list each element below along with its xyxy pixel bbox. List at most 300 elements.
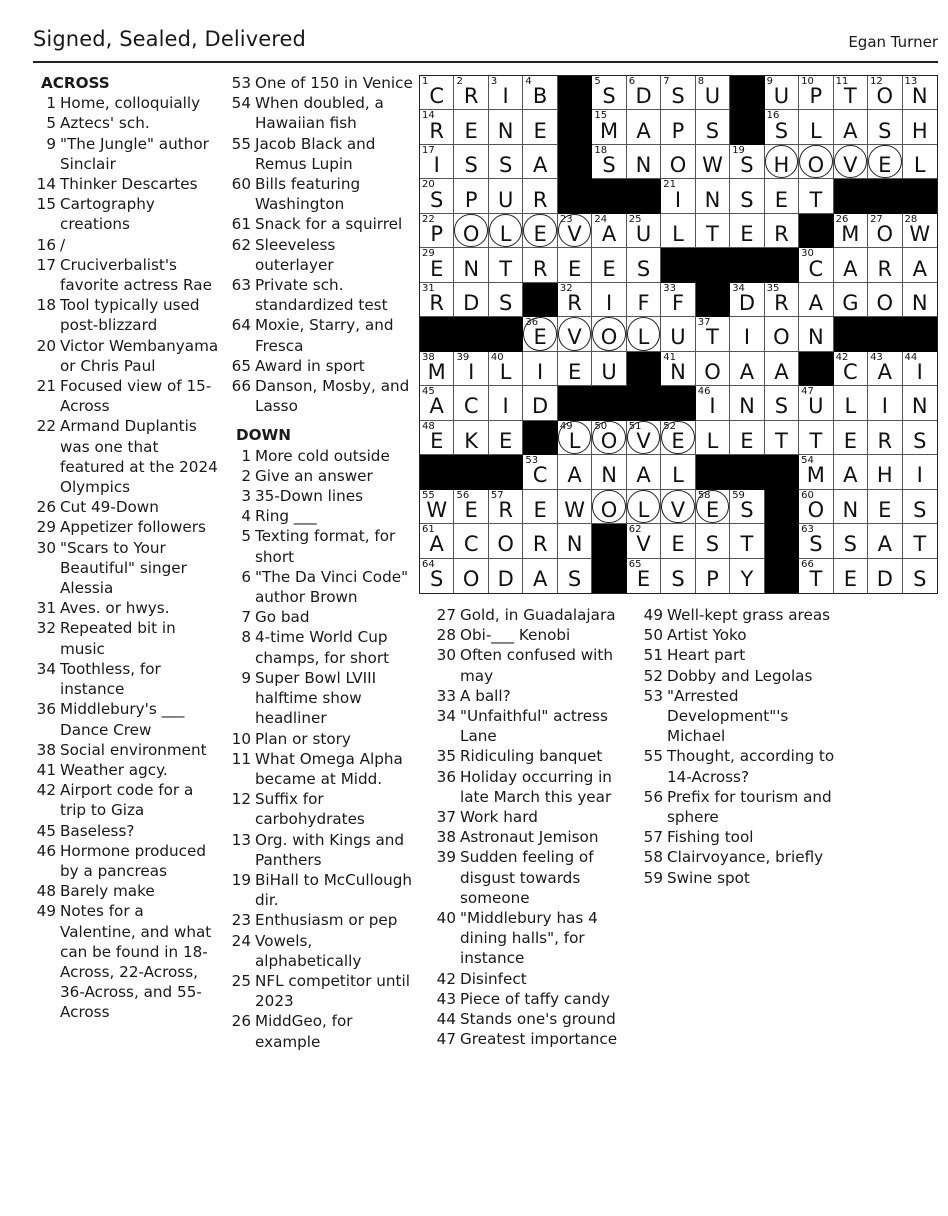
across-clue-17[interactable] — [33, 255, 223, 295]
grid-cell-r0c10[interactable] — [765, 76, 799, 110]
across-clue-55[interactable] — [228, 134, 418, 174]
grid-cell-r0c1[interactable] — [454, 76, 488, 110]
grid-cell-r0c11[interactable] — [799, 76, 833, 110]
grid-cell-r12c9[interactable] — [730, 490, 764, 524]
grid-cell-r11c11[interactable] — [799, 455, 833, 489]
grid-cell-r14c8[interactable] — [696, 559, 730, 593]
grid-cell-r14c14[interactable] — [903, 559, 937, 593]
grid-cell-r11c5[interactable] — [592, 455, 626, 489]
grid-cell-r7c8[interactable] — [696, 317, 730, 351]
grid-cell-r2c14[interactable] — [903, 145, 937, 179]
grid-cell-r8c4[interactable] — [558, 352, 592, 386]
grid-cell-r0c5[interactable] — [592, 76, 626, 110]
grid-cell-r3c0[interactable] — [420, 179, 454, 213]
grid-cell-r6c1[interactable] — [454, 283, 488, 317]
clue-number: 13 — [231, 830, 251, 849]
grid-cell-r9c0[interactable] — [420, 386, 454, 420]
down-clue-36[interactable] — [433, 767, 633, 807]
grid-cell-r3c3[interactable] — [523, 179, 557, 213]
grid-cell-r4c1[interactable] — [454, 214, 488, 248]
grid-cell-r13c12[interactable] — [834, 524, 868, 558]
cell-letter: M — [841, 222, 860, 247]
across-clue-5[interactable] — [33, 113, 223, 133]
grid-cell-r12c3[interactable] — [523, 490, 557, 524]
cell-letter: M — [427, 359, 446, 384]
down-clue-58[interactable] — [640, 847, 840, 867]
down-clue-52[interactable] — [640, 666, 840, 686]
grid-cell-r12c6[interactable] — [627, 490, 661, 524]
grid-cell-r0c8[interactable] — [696, 76, 730, 110]
grid-cell-r11c4[interactable] — [558, 455, 592, 489]
grid-cell-r9c12[interactable] — [834, 386, 868, 420]
down-clue-55[interactable] — [640, 746, 840, 786]
across-clue-36[interactable] — [33, 699, 223, 739]
grid-cell-r2c8[interactable] — [696, 145, 730, 179]
grid-cell-r9c1[interactable] — [454, 386, 488, 420]
grid-cell-r5c6[interactable] — [627, 248, 661, 282]
down-clue-44[interactable] — [433, 1009, 633, 1029]
grid-cell-r6c7[interactable] — [661, 283, 695, 317]
grid-cell-r9c10[interactable] — [765, 386, 799, 420]
grid-cell-r8c8[interactable] — [696, 352, 730, 386]
grid-cell-r13c11[interactable] — [799, 524, 833, 558]
clue-number: 1 — [46, 94, 56, 113]
down-clue-28[interactable] — [433, 625, 633, 645]
grid-cell-r1c13[interactable] — [868, 110, 902, 144]
grid-cell-r6c2[interactable] — [489, 283, 523, 317]
grid-cell-r2c2[interactable] — [489, 145, 523, 179]
across-clue-14[interactable] — [33, 174, 223, 194]
clue-text: Texting format, for short — [255, 527, 396, 566]
grid-cell-r12c1[interactable] — [454, 490, 488, 524]
cell-letter: T — [740, 532, 754, 557]
down-clue-3[interactable] — [228, 486, 418, 506]
grid-cell-r6c10[interactable] — [765, 283, 799, 317]
down-clue-25[interactable] — [228, 971, 418, 1011]
grid-cell-r14c1[interactable] — [454, 559, 488, 593]
grid-cell-r13c1[interactable] — [454, 524, 488, 558]
grid-cell-r14c12[interactable] — [834, 559, 868, 593]
grid-cell-r7c7[interactable] — [661, 317, 695, 351]
grid-cell-r4c3[interactable] — [523, 214, 557, 248]
clue-text: "The Jungle" author Sinclair — [60, 134, 209, 173]
grid-cell-r13c6[interactable] — [627, 524, 661, 558]
grid-cell-r4c6[interactable] — [627, 214, 661, 248]
grid-cell-r1c14[interactable] — [903, 110, 937, 144]
cell-letter: T — [913, 532, 927, 557]
grid-cell-r5c4[interactable] — [558, 248, 592, 282]
grid-cell-r9c11[interactable] — [799, 386, 833, 420]
grid-cell-r5c5[interactable] — [592, 248, 626, 282]
across-clue-1[interactable] — [33, 93, 223, 113]
down-clue-39[interactable] — [433, 847, 633, 908]
grid-cell-r12c12[interactable] — [834, 490, 868, 524]
grid-cell-r12c0[interactable] — [420, 490, 454, 524]
grid-cell-r8c13[interactable] — [868, 352, 902, 386]
across-clue-38[interactable] — [33, 740, 223, 760]
grid-cell-r0c14[interactable] — [903, 76, 937, 110]
grid-cell-r3c1[interactable] — [454, 179, 488, 213]
grid-cell-r8c1[interactable] — [454, 352, 488, 386]
grid-cell-r1c3[interactable] — [523, 110, 557, 144]
across-clue-29[interactable] — [33, 517, 223, 537]
across-clue-41[interactable] — [33, 760, 223, 780]
clue-text: Toothless, for instance — [60, 659, 161, 699]
down-clue-47[interactable] — [433, 1029, 633, 1049]
down-clue-4[interactable] — [228, 506, 418, 526]
grid-cell-r2c13[interactable] — [868, 145, 902, 179]
across-clue-45[interactable] — [33, 821, 223, 841]
down-clue-24[interactable] — [228, 931, 418, 971]
grid-cell-r10c6[interactable] — [627, 421, 661, 455]
across-clue-list-1 — [33, 93, 223, 1022]
grid-cell-r2c12[interactable] — [834, 145, 868, 179]
cell-number: 23 — [559, 213, 573, 225]
grid-cell-r13c2[interactable] — [489, 524, 523, 558]
down-clue-57[interactable] — [640, 827, 840, 847]
grid-cell-r10c11[interactable] — [799, 421, 833, 455]
grid-cell-r9c8[interactable] — [696, 386, 730, 420]
across-clue-32[interactable] — [33, 618, 223, 658]
across-clue-66[interactable] — [228, 376, 418, 416]
grid-cell-r3c7[interactable] — [661, 179, 695, 213]
across-clue-18[interactable] — [33, 295, 223, 335]
cell-letter: S — [843, 532, 857, 557]
black-square — [558, 76, 592, 110]
grid-cell-r13c13[interactable] — [868, 524, 902, 558]
down-clue-51[interactable] — [640, 645, 840, 665]
clue-number: 24 — [231, 931, 251, 950]
grid-cell-r12c2[interactable] — [489, 490, 523, 524]
cell-letter: E — [533, 118, 547, 143]
grid-cell-r4c13[interactable] — [868, 214, 902, 248]
grid-cell-r2c11[interactable] — [799, 145, 833, 179]
grid-cell-r8c7[interactable] — [661, 352, 695, 386]
grid-cell-r2c3[interactable] — [523, 145, 557, 179]
across-clue-31[interactable] — [33, 598, 223, 618]
clue-text: Super Bowl LVIII halftime show headliner — [255, 668, 377, 728]
grid-cell-r0c12[interactable] — [834, 76, 868, 110]
cell-number: 1 — [422, 76, 429, 87]
grid-cell-r6c13[interactable] — [868, 283, 902, 317]
grid-cell-r2c6[interactable] — [627, 145, 661, 179]
clue-number: 51 — [643, 646, 663, 665]
grid-cell-r10c0[interactable] — [420, 421, 454, 455]
grid-cell-r14c13[interactable] — [868, 559, 902, 593]
grid-cell-r5c1[interactable] — [454, 248, 488, 282]
grid-cell-r10c7[interactable] — [661, 421, 695, 455]
down-clue-12[interactable] — [228, 789, 418, 829]
grid-cell-r4c0[interactable] — [420, 214, 454, 248]
grid-cell-r12c11[interactable] — [799, 490, 833, 524]
grid-cell-r9c13[interactable] — [868, 386, 902, 420]
down-clue-13[interactable] — [228, 830, 418, 870]
across-clue-65[interactable] — [228, 356, 418, 376]
cell-letter: P — [706, 567, 719, 592]
grid-cell-r6c14[interactable] — [903, 283, 937, 317]
grid-cell-r12c8[interactable] — [696, 490, 730, 524]
black-square — [730, 110, 764, 144]
grid-cell-r12c7[interactable] — [661, 490, 695, 524]
grid-cell-r6c5[interactable] — [592, 283, 626, 317]
down-clue-33[interactable] — [433, 686, 633, 706]
grid-cell-r10c1[interactable] — [454, 421, 488, 455]
cell-letter: H — [876, 463, 893, 488]
grid-cell-r10c2[interactable] — [489, 421, 523, 455]
across-clue-54[interactable] — [228, 93, 418, 133]
across-clue-60[interactable] — [228, 174, 418, 214]
cell-letter: O — [876, 84, 894, 109]
grid-cell-r4c7[interactable] — [661, 214, 695, 248]
clue-text: Aztecs' sch. — [60, 114, 150, 133]
grid-cell-r1c6[interactable] — [627, 110, 661, 144]
grid-cell-r1c11[interactable] — [799, 110, 833, 144]
grid-cell-r13c8[interactable] — [696, 524, 730, 558]
down-clue-34[interactable] — [433, 706, 633, 746]
grid-cell-r6c6[interactable] — [627, 283, 661, 317]
grid-cell-r3c9[interactable] — [730, 179, 764, 213]
grid-cell-r6c0[interactable] — [420, 283, 454, 317]
cell-letter: E — [499, 428, 513, 453]
down-clue-9[interactable] — [228, 668, 418, 729]
grid-cell-r6c9[interactable] — [730, 283, 764, 317]
grid-cell-r7c5[interactable] — [592, 317, 626, 351]
grid-cell-r5c11[interactable] — [799, 248, 833, 282]
across-clue-64[interactable] — [228, 315, 418, 355]
grid-cell-r1c7[interactable] — [661, 110, 695, 144]
grid-cell-r7c9[interactable] — [730, 317, 764, 351]
grid-cell-r13c0[interactable] — [420, 524, 454, 558]
across-clue-20[interactable] — [33, 336, 223, 376]
grid-cell-r7c11[interactable] — [799, 317, 833, 351]
clue-number: 42 — [36, 781, 56, 800]
cell-number: 21 — [663, 179, 676, 191]
grid-cell-r2c7[interactable] — [661, 145, 695, 179]
across-clue-63[interactable] — [228, 275, 418, 315]
grid-cell-r10c12[interactable] — [834, 421, 868, 455]
grid-cell-r14c2[interactable] — [489, 559, 523, 593]
down-clue-30[interactable] — [433, 645, 633, 685]
across-clue-26[interactable] — [33, 497, 223, 517]
grid-cell-r9c2[interactable] — [489, 386, 523, 420]
grid-cell-r5c2[interactable] — [489, 248, 523, 282]
grid-cell-r6c11[interactable] — [799, 283, 833, 317]
grid-cell-r10c9[interactable] — [730, 421, 764, 455]
grid-cell-r13c4[interactable] — [558, 524, 592, 558]
grid-cell-r7c4[interactable] — [558, 317, 592, 351]
across-clue-46[interactable] — [33, 841, 223, 881]
grid-cell-r11c3[interactable] — [523, 455, 557, 489]
down-clue-42[interactable] — [433, 969, 633, 989]
grid-cell-r10c4[interactable] — [558, 421, 592, 455]
clue-text: Jacob Black and Remus Lupin — [255, 134, 376, 173]
grid-cell-r2c5[interactable] — [592, 145, 626, 179]
grid-cell-r7c10[interactable] — [765, 317, 799, 351]
across-clue-48[interactable] — [33, 881, 223, 901]
grid-cell-r0c6[interactable] — [627, 76, 661, 110]
grid-cell-r9c14[interactable] — [903, 386, 937, 420]
grid-cell-r1c8[interactable] — [696, 110, 730, 144]
cell-letter: S — [740, 187, 754, 212]
cell-number: 26 — [835, 213, 849, 225]
grid-cell-r0c3[interactable] — [523, 76, 557, 110]
grid-cell-r1c10[interactable] — [765, 110, 799, 144]
across-clue-21[interactable] — [33, 376, 223, 416]
grid-cell-r6c12[interactable] — [834, 283, 868, 317]
grid-cell-r12c5[interactable] — [592, 490, 626, 524]
across-clue-53[interactable] — [228, 73, 418, 93]
down-clue-50[interactable] — [640, 625, 840, 645]
grid-cell-r5c12[interactable] — [834, 248, 868, 282]
grid-cell-r5c13[interactable] — [868, 248, 902, 282]
down-clue-35[interactable] — [433, 746, 633, 766]
grid-cell-r4c10[interactable] — [765, 214, 799, 248]
grid-cell-r12c14[interactable] — [903, 490, 937, 524]
grid-cell-r14c0[interactable] — [420, 559, 454, 593]
grid-cell-r1c1[interactable] — [454, 110, 488, 144]
across-clue-62[interactable] — [228, 235, 418, 275]
grid-cell-r8c5[interactable] — [592, 352, 626, 386]
grid-cell-r11c12[interactable] — [834, 455, 868, 489]
grid-cell-r0c13[interactable] — [868, 76, 902, 110]
down-clue-26[interactable] — [228, 1011, 418, 1051]
across-clue-42[interactable] — [33, 780, 223, 820]
grid-cell-r3c2[interactable] — [489, 179, 523, 213]
grid-cell-r8c3[interactable] — [523, 352, 557, 386]
grid-cell-r8c14[interactable] — [903, 352, 937, 386]
grid-cell-r5c14[interactable] — [903, 248, 937, 282]
down-clue-19[interactable] — [228, 870, 418, 910]
cell-letter: T — [809, 187, 823, 212]
down-clue-37[interactable] — [433, 807, 633, 827]
grid-cell-r0c0[interactable] — [420, 76, 454, 110]
across-clue-22[interactable] — [33, 416, 223, 497]
grid-cell-r13c14[interactable] — [903, 524, 937, 558]
grid-cell-r5c0[interactable] — [420, 248, 454, 282]
grid-cell-r11c7[interactable] — [661, 455, 695, 489]
grid-cell-r4c5[interactable] — [592, 214, 626, 248]
grid-cell-r11c6[interactable] — [627, 455, 661, 489]
grid-cell-r8c12[interactable] — [834, 352, 868, 386]
cell-letter: A — [429, 394, 444, 419]
grid-cell-r2c9[interactable] — [730, 145, 764, 179]
grid-cell-r8c10[interactable] — [765, 352, 799, 386]
grid-cell-r11c14[interactable] — [903, 455, 937, 489]
down-clue-38[interactable] — [433, 827, 633, 847]
grid-cell-r14c11[interactable] — [799, 559, 833, 593]
across-clue-9[interactable] — [33, 134, 223, 174]
grid-cell-r9c3[interactable] — [523, 386, 557, 420]
grid-cell-r12c13[interactable] — [868, 490, 902, 524]
across-clue-34[interactable] — [33, 659, 223, 699]
across-clue-15[interactable] — [33, 194, 223, 234]
grid-cell-r3c8[interactable] — [696, 179, 730, 213]
grid-cell-r13c7[interactable] — [661, 524, 695, 558]
grid-cell-r7c6[interactable] — [627, 317, 661, 351]
grid-cell-r1c0[interactable] — [420, 110, 454, 144]
across-clue-49[interactable] — [33, 901, 223, 1022]
grid-cell-r8c2[interactable] — [489, 352, 523, 386]
grid-cell-r8c9[interactable] — [730, 352, 764, 386]
black-square — [454, 317, 488, 351]
grid-cell-r9c9[interactable] — [730, 386, 764, 420]
cell-letter: S — [498, 153, 513, 178]
clue-text: MiddGeo, for example — [255, 1012, 353, 1051]
down-clue-56[interactable] — [640, 787, 840, 827]
grid-cell-r12c4[interactable] — [558, 490, 592, 524]
grid-cell-r3c11[interactable] — [799, 179, 833, 213]
down-clue-23[interactable] — [228, 910, 418, 930]
grid-cell-r4c9[interactable] — [730, 214, 764, 248]
grid-cell-r8c0[interactable] — [420, 352, 454, 386]
down-clue-5[interactable] — [228, 526, 418, 566]
grid-cell-r2c0[interactable] — [420, 145, 454, 179]
grid-cell-r7c3[interactable] — [523, 317, 557, 351]
grid-cell-r10c5[interactable] — [592, 421, 626, 455]
grid-cell-r2c1[interactable] — [454, 145, 488, 179]
down-clue-6[interactable] — [228, 567, 418, 607]
cell-letter: U — [497, 187, 514, 212]
grid-cell-r10c13[interactable] — [868, 421, 902, 455]
down-clue-11[interactable] — [228, 749, 418, 789]
grid-cell-r2c10[interactable] — [765, 145, 799, 179]
across-clue-61[interactable] — [228, 214, 418, 234]
grid-cell-r0c7[interactable] — [661, 76, 695, 110]
down-clue-10[interactable] — [228, 729, 418, 749]
grid-cell-r0c2[interactable] — [489, 76, 523, 110]
grid-cell-r14c6[interactable] — [627, 559, 661, 593]
grid-cell-r3c10[interactable] — [765, 179, 799, 213]
down-clue-40[interactable] — [433, 908, 633, 969]
grid-cell-r14c4[interactable] — [558, 559, 592, 593]
cell-letter: N — [911, 84, 928, 109]
down-clue-59[interactable] — [640, 868, 840, 888]
grid-cell-r10c14[interactable] — [903, 421, 937, 455]
down-clue-53[interactable] — [640, 686, 840, 747]
grid-cell-r11c13[interactable] — [868, 455, 902, 489]
grid-cell-r10c10[interactable] — [765, 421, 799, 455]
grid-cell-r4c12[interactable] — [834, 214, 868, 248]
grid-cell-r14c3[interactable] — [523, 559, 557, 593]
grid-cell-r4c8[interactable] — [696, 214, 730, 248]
down-clue-49[interactable] — [640, 605, 840, 625]
down-clue-2[interactable] — [228, 466, 418, 486]
grid-cell-r13c9[interactable] — [730, 524, 764, 558]
grid-cell-r4c4[interactable] — [558, 214, 592, 248]
grid-cell-r1c2[interactable] — [489, 110, 523, 144]
down-clue-8[interactable] — [228, 627, 418, 667]
grid-cell-r6c4[interactable] — [558, 283, 592, 317]
grid-cell-r4c14[interactable] — [903, 214, 937, 248]
grid-cell-r5c3[interactable] — [523, 248, 557, 282]
down-clue-27[interactable] — [433, 605, 633, 625]
grid-cell-r13c3[interactable] — [523, 524, 557, 558]
across-clue-16[interactable] — [33, 235, 223, 255]
clue-number: 41 — [36, 760, 56, 779]
grid-cell-r4c2[interactable] — [489, 214, 523, 248]
cell-letter: A — [912, 256, 927, 281]
grid-cell-r10c8[interactable] — [696, 421, 730, 455]
grid-cell-r1c5[interactable] — [592, 110, 626, 144]
down-clue-1[interactable] — [228, 446, 418, 466]
across-clue-30[interactable] — [33, 538, 223, 599]
down-clue-43[interactable] — [433, 989, 633, 1009]
grid-cell-r1c12[interactable] — [834, 110, 868, 144]
down-clue-7[interactable] — [228, 607, 418, 627]
grid-cell-r14c9[interactable] — [730, 559, 764, 593]
grid-cell-r14c7[interactable] — [661, 559, 695, 593]
cell-letter: S — [913, 497, 927, 522]
